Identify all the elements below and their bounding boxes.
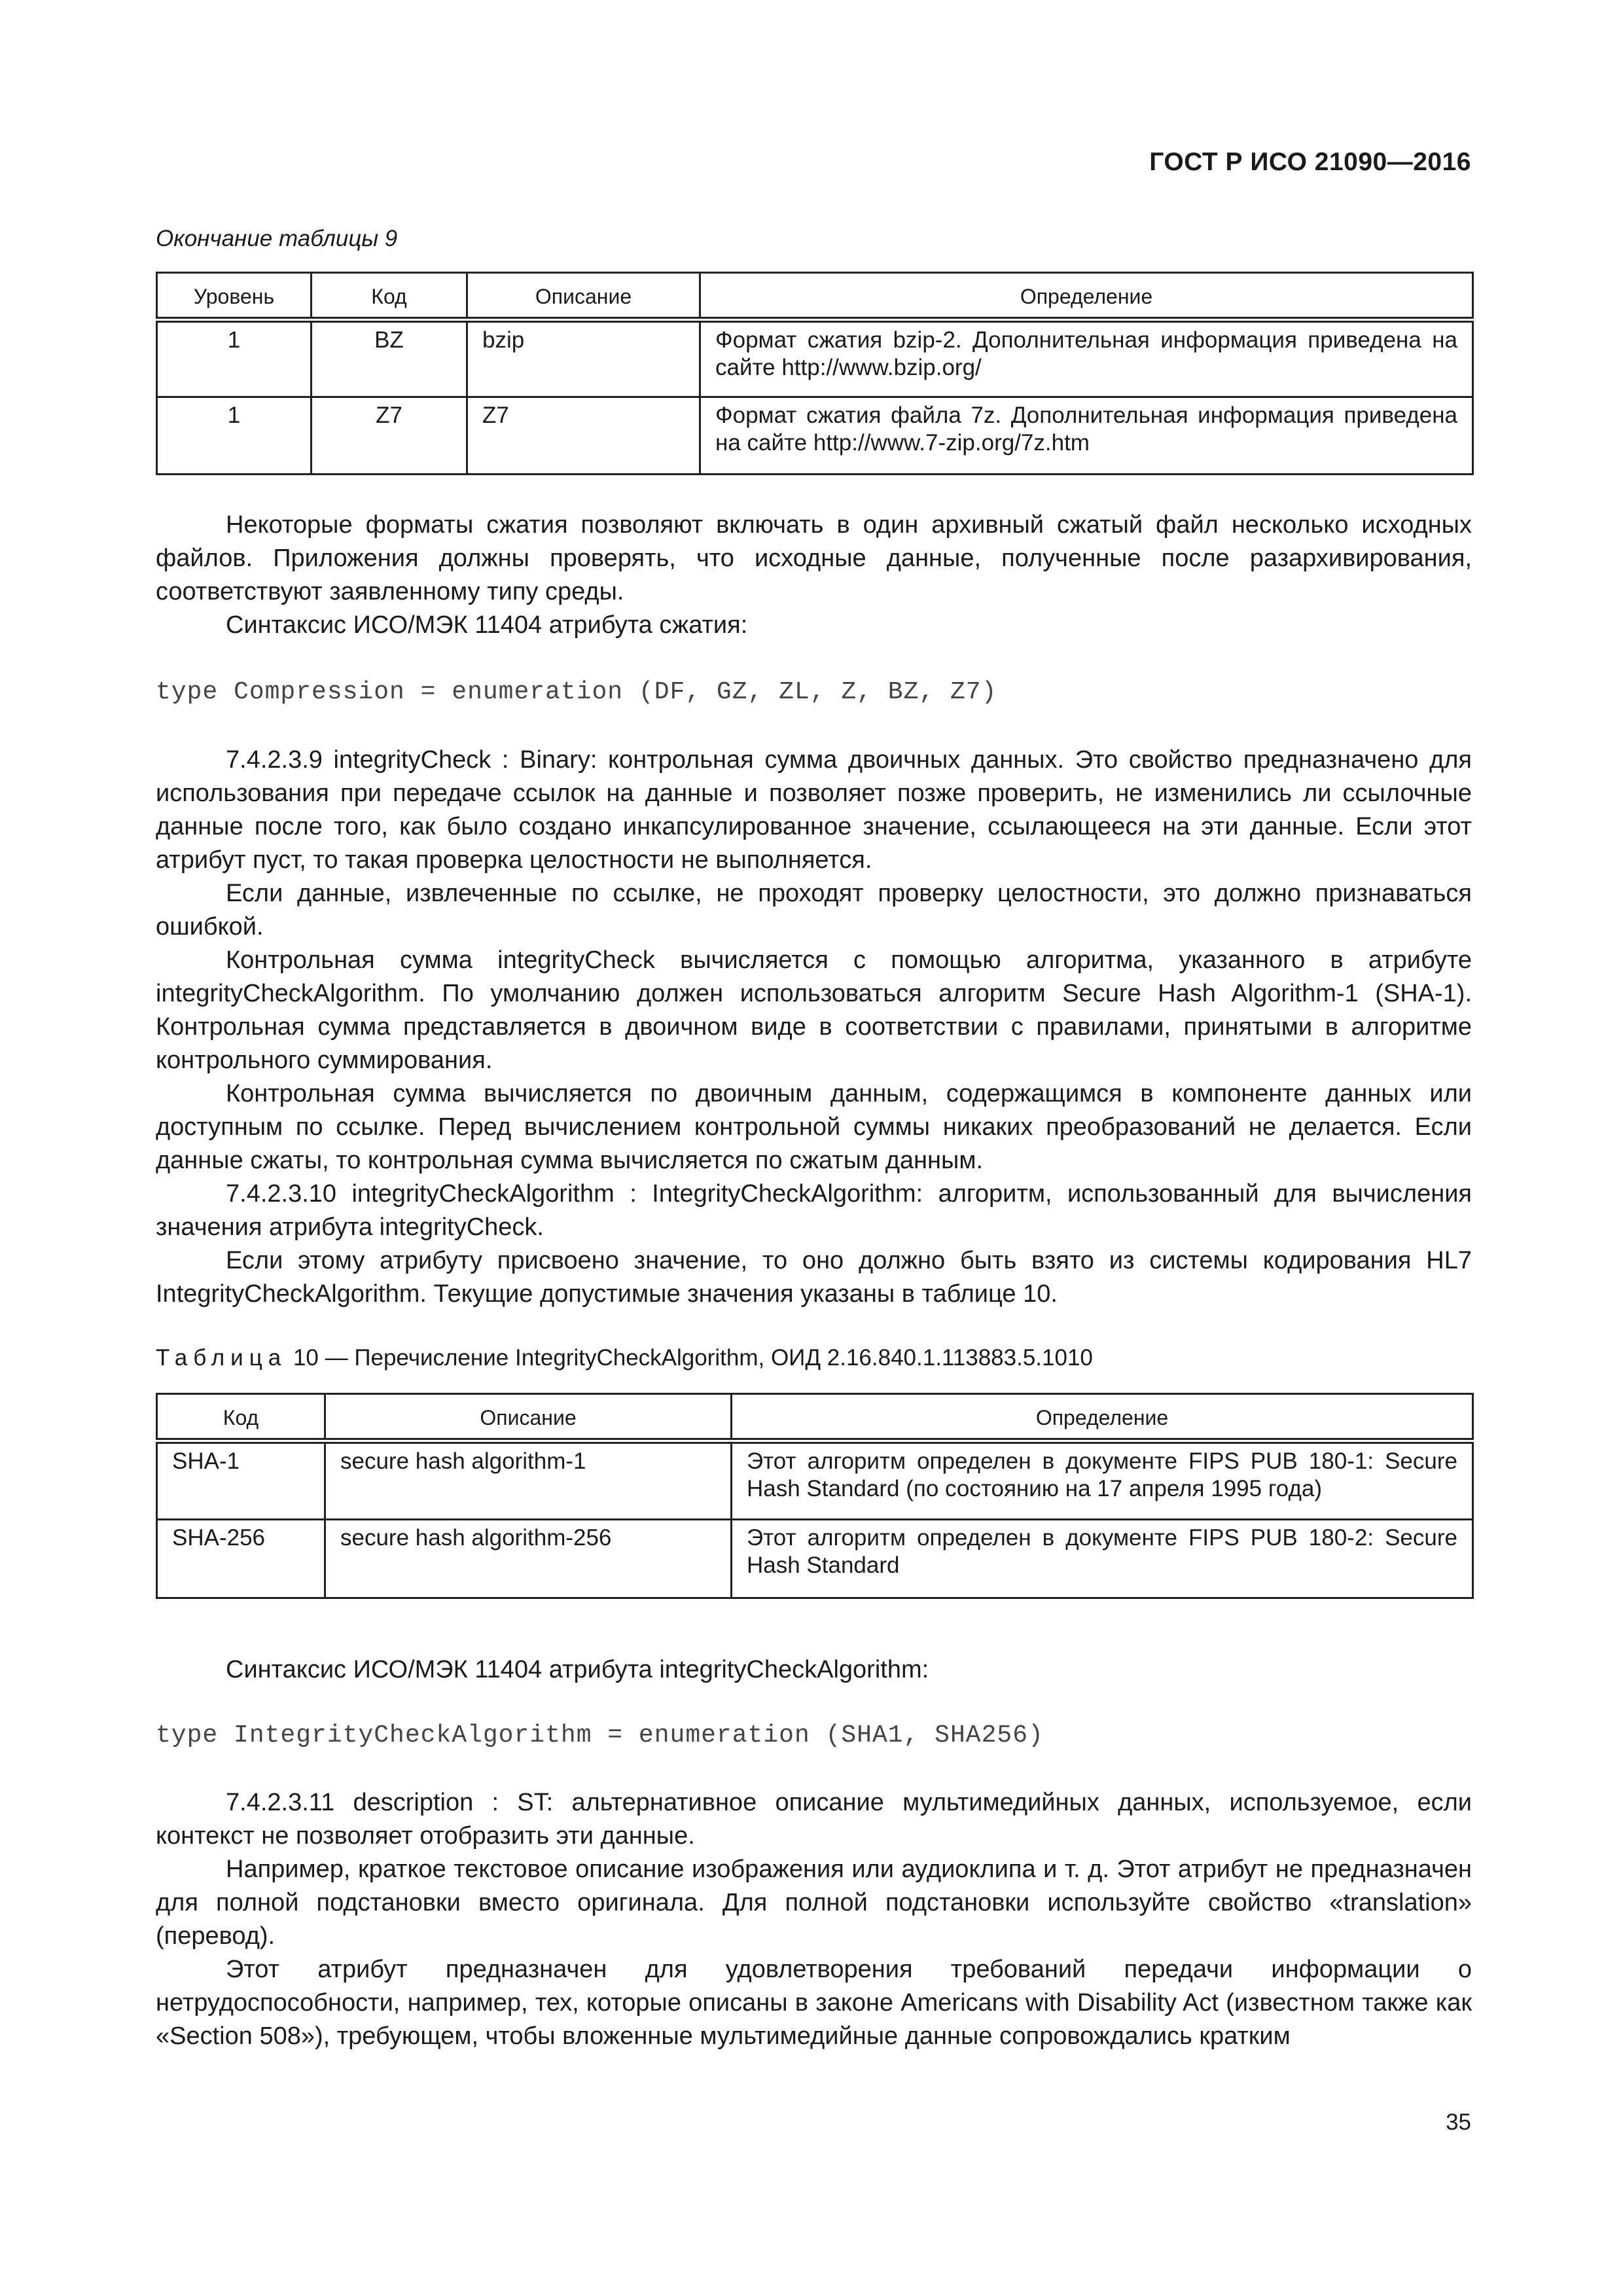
table-cell: secure hash algorithm-1 [325, 1441, 732, 1520]
paragraph: Контрольная сумма вычисляется по двоичным данным, содержащимся в компоненте данных или доступным по ссылке. Перед вычислением контрольной суммы никаких преобразований не делается. Если данные сжаты, то контрольная сумма вычисляется по сжатым данным. [156, 1080, 1472, 1174]
table-cell: Z7 [312, 397, 467, 475]
column-header: Описание [325, 1394, 732, 1441]
table10-title [156, 1345, 1093, 1371]
code-compression-syntax: type Compression = enumeration (DF, GZ, ZL, Z, BZ, Z7) [156, 678, 997, 706]
text-block-integrity-check [156, 744, 1472, 1311]
paragraph: Этот атрибут предназначен для удовлетворения требований передачи информации о нетрудоспособности, например, тех, которые описаны в законе Americans with Disability Act (известном также как «Section 508»), требующем, чтобы вложенные мультимедийные данные сопровождались кратким [156, 1956, 1472, 2050]
paragraph: 7.4.2.3.9 integrityCheck : Binary: контрольная сумма двоичных данных. Это свойство предназначено для использования при передаче ссылок на данные и позволяет позже проверить, не изменились ли ссылочные данные после того, как было создано инкапсулированное значение, ссылающееся на эти данные. Если этот атрибут пуст, то такая проверка целостности не выполняется. [156, 746, 1472, 874]
paragraph: Некоторые форматы сжатия позволяют включать в один архивный сжатый файл несколько исходных файлов. Приложения должны проверять, что исходные данные, полученные после разархивирования, соответствуют заявленному типу среды. [156, 511, 1472, 605]
column-header: Определение [732, 1394, 1473, 1441]
paragraph: Контрольная сумма integrityCheck вычисляется с помощью алгоритма, указанного в атрибуте integrityCheckAlgorithm. По умолчанию должен использоваться алгоритм Secure Hash Algorithm-1 (SHA-1). Контрольная сумма представляется в двоичном виде в соответствии с правилами, принятыми в алгоритме контрольного суммирования. [156, 946, 1472, 1074]
paragraph: Синтаксис ИСО/МЭК 11404 атрибута integrityCheckAlgorithm: [226, 1656, 929, 1683]
column-header: Уровень [157, 273, 312, 320]
table-row [157, 1441, 1473, 1520]
column-header: Определение [700, 273, 1473, 320]
table-10 [156, 1393, 1474, 1599]
page-number: 35 [1446, 2109, 1471, 2135]
standard-header: ГОСТ Р ИСО 21090—2016 [1149, 148, 1471, 176]
table-cell: bzip [467, 320, 700, 397]
table-cell: Этот алгоритм определен в документе FIPS PUB 180-1: Secure Hash Standard (по состоянию на 17 апреля 1995 года) [732, 1441, 1473, 1520]
table-cell: SHA-1 [157, 1441, 325, 1520]
paragraph: Например, краткое текстовое описание изображения или аудиоклипа и т. д. Этот атрибут не предназначен для полной подстановки вместо оригинала. Для полной подстановки используйте свойство «translation» (перевод). [156, 1856, 1472, 1950]
paragraph: Если данные, извлеченные по ссылке, не проходят проверку целостности, это должно признаваться ошибкой. [156, 880, 1472, 941]
paragraph: Синтаксис ИСО/МЭК 11404 атрибута сжатия: [226, 611, 748, 639]
table-cell: Z7 [467, 397, 700, 475]
column-header: Код [157, 1394, 325, 1441]
text-block-description [156, 1786, 1472, 2053]
table-row [157, 1520, 1473, 1598]
table-label: Таблица [156, 1345, 287, 1371]
paragraph: Если этому атрибуту присвоено значение, то оно должно быть взято из системы кодирования HL7 IntegrityCheckAlgorithm. Текущие допустимые значения указаны в таблице 10. [156, 1247, 1472, 1308]
table-cell: SHA-256 [157, 1520, 325, 1598]
text-block-integrity-algorithm-syntax [156, 1653, 1472, 1687]
table-9 [156, 272, 1474, 475]
table-title-text: 10 — Перечисление IntegrityCheckAlgorithm, ОИД 2.16.840.1.113883.5.1010 [293, 1345, 1093, 1371]
paragraph: 7.4.2.3.11 description : ST: альтернативное описание мультимедийных данных, используемое, если контекст не позволяет отобразить эти данные. [156, 1789, 1472, 1850]
table-header-row [157, 273, 1473, 320]
column-header: Код [312, 273, 467, 320]
table-row [157, 320, 1473, 397]
table-cell: 1 [157, 320, 312, 397]
paragraph: 7.4.2.3.10 integrityCheckAlgorithm : IntegrityCheckAlgorithm: алгоритм, использованный для вычисления значения атрибута integrityCheck. [156, 1180, 1472, 1241]
table-cell: 1 [157, 397, 312, 475]
table9-continuation-caption: Окончание таблицы 9 [156, 226, 398, 251]
table-cell: Этот алгоритм определен в документе FIPS PUB 180-2: Secure Hash Standard [732, 1520, 1473, 1598]
table-row [157, 397, 1473, 475]
table-cell: Формат сжатия bzip-2. Дополнительная информация приведена на сайте http://www.bzip.org/ [700, 320, 1473, 397]
code-integrity-algorithm-syntax: type IntegrityCheckAlgorithm = enumeration (SHA1, SHA256) [156, 1721, 1044, 1749]
text-block-compression [156, 509, 1472, 642]
table-cell: Формат сжатия файла 7z. Дополнительная информация приведена на сайте http://www.7-zip.org/7z.htm [700, 397, 1473, 475]
table-header-row [157, 1394, 1473, 1441]
table-cell: secure hash algorithm-256 [325, 1520, 732, 1598]
table-cell: BZ [312, 320, 467, 397]
column-header: Описание [467, 273, 700, 320]
